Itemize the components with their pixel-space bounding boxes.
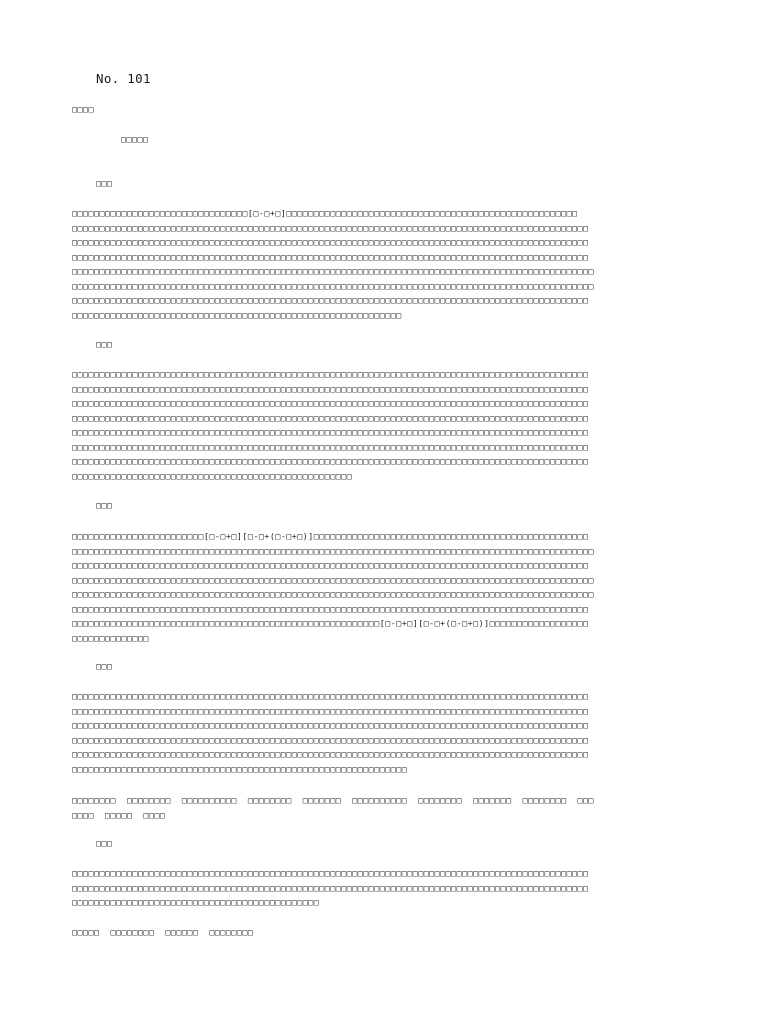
section-heading: □□□ bbox=[96, 838, 113, 848]
section-heading: □□□ bbox=[96, 339, 113, 349]
document-number: No. 101 bbox=[96, 71, 151, 86]
section-heading: □□□ bbox=[96, 500, 113, 510]
section-body: □□□□□□□□□□□□□□□□□□□□□□□□□□□□□□□□□□□□□□□□□□□□□□□□□□□□□□□□□□□□□□□□□□□□□□□□□□□□□□□□□□□□□□□□□□□□□□ □□□□□□□□□□□□□□□□□□□□□□□□□□□□□□□□□□□□□□□□□□□□□□□□□□□□□□□□□□□□□□□□□□□□□□□□□□□□□□□□□□□□□□□□□□□□□□ □□□□□□□□□□□□□□□□□□□□□□□□□□□□□□□□□□□□□□□□□□□□□□□□□□□□□□□□□□□□□□□□□□□□□□□□□□□□□□□□□□□□□□□□□□□□□□ □□□□□□□□□□□□□□□□□□□□□□□□□□□□□□□□□□□□□□□□□□□□□□□□□□□□□□□□□□□□□□□□□□□□□□□□□□□□□□□□□□□□□□□□□□□□□□ □□□□□□□□□□□□□□□□□□□□□□□□□□□□□□□□□□□□□□□□□□□□□□□□□□□□□□□□□□□□□□□□□□□□□□□□□□□□□□□□□□□□□□□□□□□□□□ □□□□□□□□□□□□□□□□□□□□□□□□□□□□□□□□□□□□□□□□□□□□□□□□□□□□□□□□□□□□□□□□□□□□□□□□□□□□□□□□□□□□□□□□□□□□□□ □□□□□□□□□□□□□□□□□□□□□□□□□□□□□□□□□□□□□□□□□□□□□□□□□□□□□□□□□□□□□□□□□□□□□□□□□□□□□□□□□□□□□□□□□□□□□□ □□□□□□□□□□□□□□□□□□□□□□□□□□□□□□□□□□□□□□□□□□□□□□□□□□□ bbox=[72, 369, 589, 481]
document-subtitle: □□□□□ bbox=[121, 134, 149, 144]
section-heading: □□□ bbox=[96, 178, 113, 188]
section-body: □□□□□□□□□□□□□□□□□□□□□□□□□□□□□□□□□□□□□□□□□□□□□□□□□□□□□□□□□□□□□□□□□□□□□□□□□□□□□□□□□□□□□□□□□□□□□□ □□□□□□□□□□□□□□□□□□□□□□□□□□□□□□□□□□□□□□□□□□□□□□□□□□□□□□□□□□□□□□□□□□□□□□□□□□□□□□□□□□□□□□□□□□□□□□ □□□□□□□□□□□□□□□□□□□□□□□□□□□□□□□□□□□□□□□□□□□□□□□□□□□□□□□□□□□□□□□□□□□□□□□□□□□□□□□□□□□□□□□□□□□□□□ □□□□□□□□□□□□□□□□□□□□□□□□□□□□□□□□□□□□□□□□□□□□□□□□□□□□□□□□□□□□□□□□□□□□□□□□□□□□□□□□□□□□□□□□□□□□□□ □□□□□□□□□□□□□□□□□□□□□□□□□□□□□□□□□□□□□□□□□□□□□□□□□□□□□□□□□□□□□□□□□□□□□□□□□□□□□□□□□□□□□□□□□□□□□□ □□□□□□□□□□□□□□□□□□□□□□□□□□□□□□□□□□□□□□□□□□□□□□□□□□□□□□□□□□□□□ bbox=[72, 691, 589, 774]
section-heading: □□□ bbox=[96, 661, 113, 671]
section-body: □□□□□□□□□□□□□□□□□□□□□□□□□□□□□□□□□□□□□□□□□□□□□□□□□□□□□□□□□□□□□□□□□□□□□□□□□□□□□□□□□□□□□□□□□□□□□□ □□□□□□□□□□□□□□□□□□□□□□□□□□□□□□□□□□□□□□□□□□□□□□□□□□□□□□□□□□□□□□□□□□□□□□□□□□□□□□□□□□□□□□□□□□□□□□ □□□□□□□□□□□□□□□□□□□□□□□□□□□□□□□□□□□□□□□□□□□□□ bbox=[72, 868, 589, 907]
keywords-line: □□□□□□□□ □□□□□□□□ □□□□□□□□□□ □□□□□□□□ □□□□□□□ □□□□□□□□□□ □□□□□□□□ □□□□□□□ □□□□□□□□ □□□ □□□□ □□□□□ □□□□ bbox=[72, 795, 595, 820]
keywords-line: □□□□□ □□□□□□□□ □□□□□□ □□□□□□□□ bbox=[72, 927, 254, 937]
document-title: □□□□ bbox=[72, 104, 94, 114]
section-body: □□□□□□□□□□□□□□□□□□□□□□□□□□□□□□□□[□-□+□]□□□□□□□□□□□□□□□□□□□□□□□□□□□□□□□□□□□□□□□□□□□□□□□□□□□□□ □□□□□□□□□□□□□□□□□□□□□□□□□□□□□□□□□□□□□□□□□□□□□□□□□□□□□□□□□□□□□□□□□□□□□□□□□□□□□□□□□□□□□□□□□□□□□□ □□□□□□□□□□□□□□□□□□□□□□□□□□□□□□□□□□□□□□□□□□□□□□□□□□□□□□□□□□□□□□□□□□□□□□□□□□□□□□□□□□□□□□□□□□□□□□ □□□□□□□□□□□□□□□□□□□□□□□□□□□□□□□□□□□□□□□□□□□□□□□□□□□□□□□□□□□□□□□□□□□□□□□□□□□□□□□□□□□□□□□□□□□□□□ □□□□□□□□□□□□□□□□□□□□□□□□□□□□□□□□□□□□□□□□□□□□□□□□□□□□□□□□□□□□□□□□□□□□□□□□□□□□□□□□□□□□□□□□□□□□□□□ □□□□□□□□□□□□□□□□□□□□□□□□□□□□□□□□□□□□□□□□□□□□□□□□□□□□□□□□□□□□□□□□□□□□□□□□□□□□□□□□□□□□□□□□□□□□□□□ □□□□□□□□□□□□□□□□□□□□□□□□□□□□□□□□□□□□□□□□□□□□□□□□□□□□□□□□□□□□□□□□□□□□□□□□□□□□□□□□□□□□□□□□□□□□□□ □□□□□□□□□□□□□□□□□□□□□□□□□□□□□□□□□□□□□□□□□□□□□□□□□□□□□□□□□□□□ bbox=[72, 208, 595, 320]
section-body: □□□□□□□□□□□□□□□□□□□□□□□□[□-□+□][□-□+(□-□+□)]□□□□□□□□□□□□□□□□□□□□□□□□□□□□□□□□□□□□□□□□□□□□□□□□□□ □□□□□□□□□□□□□□□□□□□□□□□□□□□□□□□□□□□□□□□□□□□□□□□□□□□□□□□□□□□□□□□□□□□□□□□□□□□□□□□□□□□□□□□□□□□□□□□ □□□□□□□□□□□□□□□□□□□□□□□□□□□□□□□□□□□□□□□□□□□□□□□□□□□□□□□□□□□□□□□□□□□□□□□□□□□□□□□□□□□□□□□□□□□□□□ □□□□□□□□□□□□□□□□□□□□□□□□□□□□□□□□□□□□□□□□□□□□□□□□□□□□□□□□□□□□□□□□□□□□□□□□□□□□□□□□□□□□□□□□□□□□□□□ □□□□□□□□□□□□□□□□□□□□□□□□□□□□□□□□□□□□□□□□□□□□□□□□□□□□□□□□□□□□□□□□□□□□□□□□□□□□□□□□□□□□□□□□□□□□□□□ □□□□□□□□□□□□□□□□□□□□□□□□□□□□□□□□□□□□□□□□□□□□□□□□□□□□□□□□□□□□□□□□□□□□□□□□□□□□□□□□□□□□□□□□□□□□□□ □□□□□□□□□□□□□□□□□□□□□□□□□□□□□□□□□□□□□□□□□□□□□□□□□□□□□□□□[□-□+□][□-□+(□-□+□)]□□□□□□□□□□□□□□□□□□ □□□□□□□□□□□□□□ bbox=[72, 531, 595, 643]
